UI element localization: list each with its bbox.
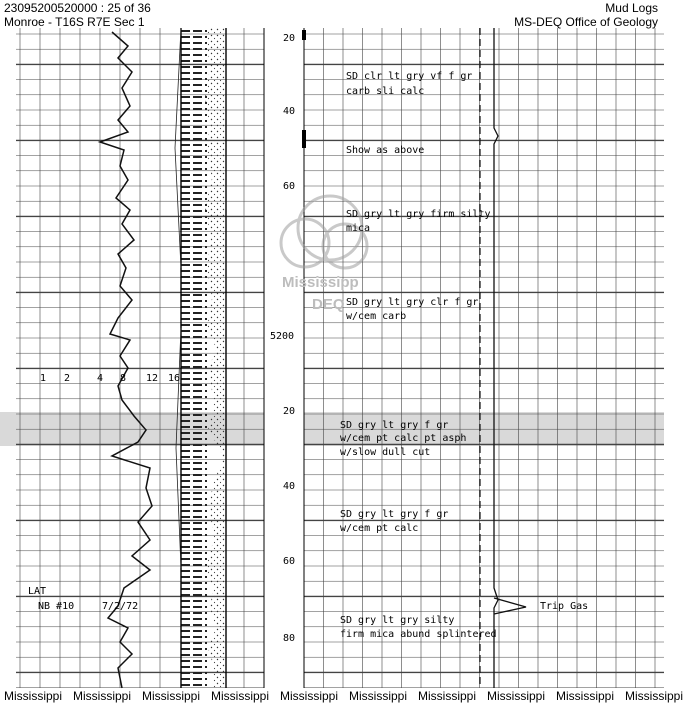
depth-label: 80 [283,633,296,644]
watermark-text-2: DEQ [312,296,345,313]
desc-3-line1: SD gry lt gry firm silty [346,209,491,220]
desc-6-line2: w/cem pt calc [340,523,419,534]
footer-label: Mississippi [280,689,339,703]
depth-track [264,28,304,688]
sand-percentage-fill [205,28,226,688]
desc-5-line1: SD gry lt gry f gr [340,420,449,431]
log-date: 7/2/72 [102,601,139,612]
footer-label: Mississippi [211,689,270,703]
lat-annotation: LAT [28,586,47,597]
depth-label: 60 [283,556,296,567]
footer-label: Mississippi [73,689,132,703]
footer-label: Mississippi [142,689,201,703]
total-gas-curve [494,28,498,688]
depth-label: 40 [283,106,296,117]
scale-tick-label: 4 [97,373,104,384]
footer-label: Mississippi [556,689,615,703]
desc-2-line1: Show as above [346,145,425,156]
depth-label: 20 [283,33,296,44]
desc-6-line1: SD gry lt gry f gr [340,509,449,520]
scale-tick-label: 12 [146,373,159,384]
scale-tick-label: 2 [64,373,71,384]
mud-log-scan [0,28,664,688]
depth-label: 40 [283,481,296,492]
bit-number: NB #10 [38,601,75,612]
desc-4-line1: SD gry lt gry clr f gr [346,297,479,308]
drill-rate-curve [100,32,152,688]
footer-label: Mississippi [4,689,63,703]
scale-tick-label: 8 [120,373,127,384]
left-track-grid [16,28,264,688]
desc-7-line1: SD gry lt gry silty [340,615,455,626]
footer-watermark-strip [0,688,683,705]
well-id-page-counter: 23095200520000 : 25 of 36 [4,1,151,15]
desc-7-line2: firm mica abund splintered [340,629,497,640]
county-location: Monroe - T16S R7E Sec 1 [4,15,145,29]
right-track-grid [304,28,664,688]
desc-5-line2: w/cem pt calc pt asph [340,433,467,444]
footer-label: Mississippi [349,689,408,703]
desc-1-line1: SD clr lt gry vf f gr [346,71,473,82]
watermark-text-1: Mississipp [282,274,359,291]
desc-1-line2: carb sli calc [346,86,425,97]
footer-label: Mississippi [418,689,477,703]
depth-label: 20 [283,406,296,417]
trip-gas-label: Trip Gas [540,601,589,612]
desc-5-line3: w/slow dull cut [340,447,431,458]
desc-4-line2: w/cem carb [346,311,407,322]
scale-tick-label: 16 [168,373,181,384]
scale-tick-label: 1 [40,373,47,384]
depth-label: 5200 [270,331,295,342]
depth-label: 60 [283,181,296,192]
desc-3-line2: mica [346,223,371,234]
footer-label: Mississippi [625,689,683,703]
document-type: Mud Logs [605,1,658,15]
footer-label: Mississippi [487,689,546,703]
agency-name: MS-DEQ Office of Geology [514,15,658,29]
lithology-column [175,28,226,688]
